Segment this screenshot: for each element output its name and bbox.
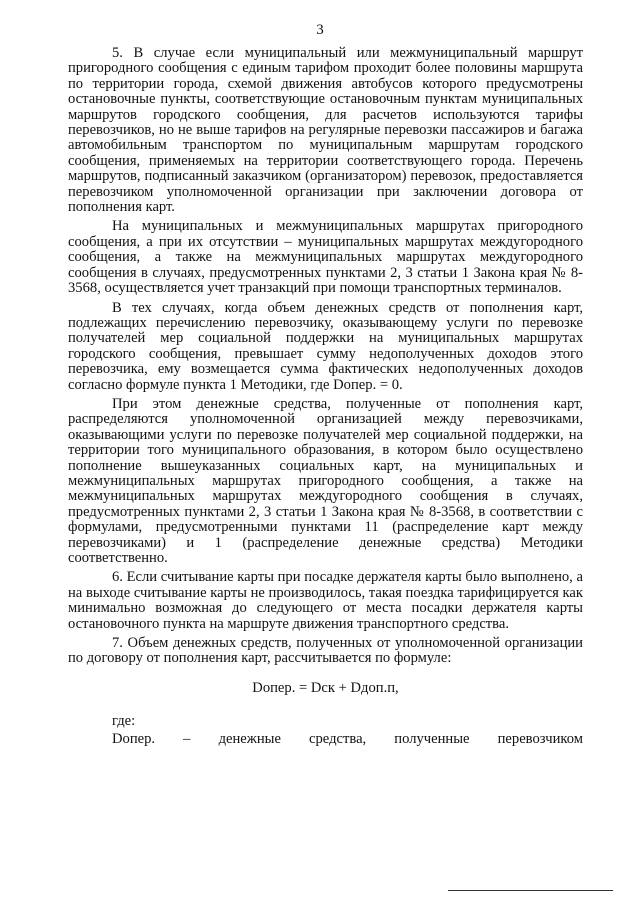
definition-word: средства, bbox=[309, 730, 367, 747]
paragraph-distribution: При этом денежные средства, полученные от пополнения карт, распределяются уполномоченной организацией между перевозчиками, оказывающими услуги по перевозке получателей мер социальной поддержки, на территории того муниципального образования, в котором было осуществлено пополнение вышеуказанных социальных карт, на муниципальных и межмуниципальных маршрутах пригородного сообщения, а также на межмуниципальных маршрутах междугородного сообщения в случаях, предусмотренных пунктами 2, 3 статьи 1 Закона края № 8-3568, в соответствии с формулами, предусмотренными пунктами 11 (распределение карт между перевозчиками) и 1 (распределение денежные средства) Методики соответственно. bbox=[68, 395, 583, 566]
formula: Dопер. = Dск + Dдоп.п, bbox=[252, 679, 399, 696]
definition-word: перевозчиком bbox=[497, 730, 583, 747]
page-number: 3 bbox=[316, 22, 324, 38]
definition-term: Dопер. bbox=[112, 730, 156, 747]
paragraph-transactions: На муниципальных и межмуниципальных маршрутах пригородного сообщения, а при их отсутствии – муниципальных маршрутах междугородного сообщения, а также на межмуниципальных маршрутах междугородного сообщения в случаях, предусмотренных пунктами 2, 3 статьи 1 Закона края № 8-3568, осуществляется учет транзакций при помощи транспортных терминалов. bbox=[68, 218, 583, 297]
where-label: где: bbox=[112, 713, 136, 730]
definition-word: денежные bbox=[218, 730, 281, 747]
document-body bbox=[68, 46, 583, 747]
paragraph-6: 6. Если считывание карты при посадке держателя карты было выполнено, а на выходе считывание карты не производилось, такая поездка тарифицируется как минимально возможная до следующего от места посадки держателя карты остановочного пункта на маршруте движения транспортного средства. bbox=[68, 569, 583, 632]
footer-rule bbox=[448, 890, 613, 891]
definition-dash: – bbox=[183, 730, 191, 747]
definition-line bbox=[112, 732, 583, 747]
paragraph-7: 7. Объем денежных средств, полученных от уполномоченной организации по договору от пополнения карт, рассчитывается по формуле: bbox=[68, 635, 583, 667]
paragraph-excess-funds: В тех случаях, когда объем денежных средств от пополнения карт, подлежащих перечислению перевозчику, оказывающему услуги по перевозке получателей мер социальной поддержки на муниципальных маршрутах городского сообщения, превышает сумму недополученных доходов этого перевозчика, ему возмещается сумма фактических недополученных доходов согласно формуле пункта 1 Методики, где Dопер. = 0. bbox=[68, 299, 583, 393]
definition-word: полученные bbox=[394, 730, 470, 747]
paragraph-5: 5. В случае если муниципальный или межмуниципальный маршрут пригородного сообщения с единым тарифом проходит более половины маршрута по территории города, схемой движения автобусов которого предусмотрены остановочные пункты, соответствующие остановочным пунктам муниципальных маршрутов городского сообщения, для расчетов используются тарифы перевозчиков, но не выше тарифов на регулярные перевозки пассажиров и багажа автомобильным транспортом по муниципальным маршрутам городского сообщения, применяемых на территории соответствующего города. Перечень маршрутов, подписанный заказчиком (организатором) перевозок, предоставляется перевозчиком уполномоченной организации при заключении договора от пополнения карт. bbox=[68, 45, 583, 216]
